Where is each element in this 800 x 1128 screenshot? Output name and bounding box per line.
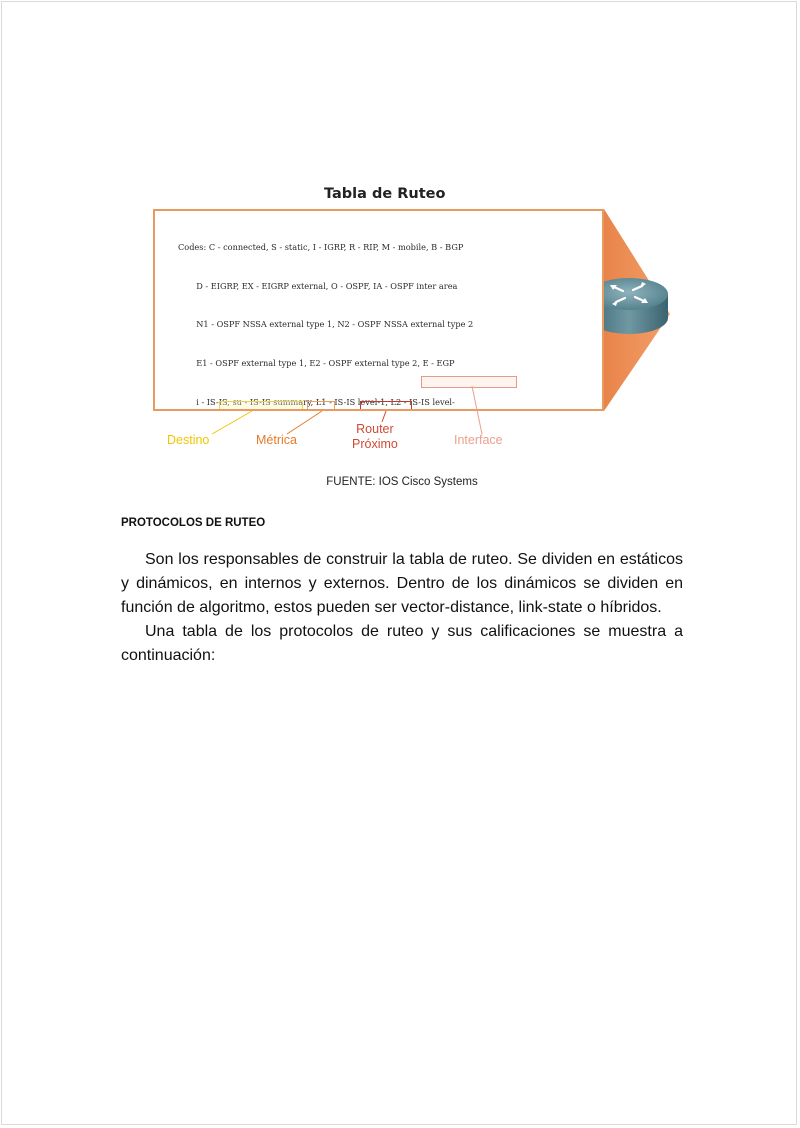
- metrica-pointer: [287, 411, 322, 434]
- code-line: E1 - OSPF external type 1, E2 - OSPF external type 2, E - EGP: [178, 357, 455, 368]
- figure-caption: FUENTE: IOS Cisco Systems: [326, 476, 478, 488]
- interface-label: Interface: [454, 433, 503, 447]
- figure-title: Tabla de Ruteo: [324, 186, 446, 202]
- label-pointers: [152, 182, 672, 462]
- destino-pointer: [212, 411, 252, 434]
- code-line: Codes: C - connected, S - static, I - IGRP, R - RIP, M - mobile, B - BGP: [178, 241, 464, 252]
- interface-pointer: [472, 386, 482, 434]
- code-line: N1 - OSPF NSSA external type 1, N2 - OSPF NSSA external type 2: [178, 319, 474, 330]
- router-label-line2: Próximo: [352, 437, 398, 451]
- paragraph: Una tabla de los protocolos de ruteo y sus calificaciones se muestra a continuación:: [121, 623, 683, 664]
- router-proximo-label: [352, 422, 398, 452]
- document-page: [1, 1, 797, 1125]
- destino-label: Destino: [167, 433, 210, 447]
- section-title: PROTOCOLOS DE RUTEO: [121, 517, 266, 529]
- code-line: i - IS-IS, su - IS-IS summary, L1 - IS-IS level-1, L2 - IS-IS level-: [178, 396, 455, 407]
- router-pointer: [382, 411, 386, 422]
- code-line: D - EIGRP, EX - EIGRP external, O - OSPF, IA - OSPF inter area: [178, 280, 458, 291]
- routing-table-figure: [152, 182, 672, 462]
- paragraph: Son los responsables de construir la tabla de ruteo. Se dividen en estáticos y dinámicos, en internos y externos. Dentro de los dinámicos se dividen en función de algoritmo, estos pueden ser vector-distance, link-state o híbridos.: [121, 551, 683, 616]
- router-label-line1: Router: [356, 422, 394, 436]
- metrica-label: Métrica: [256, 433, 297, 447]
